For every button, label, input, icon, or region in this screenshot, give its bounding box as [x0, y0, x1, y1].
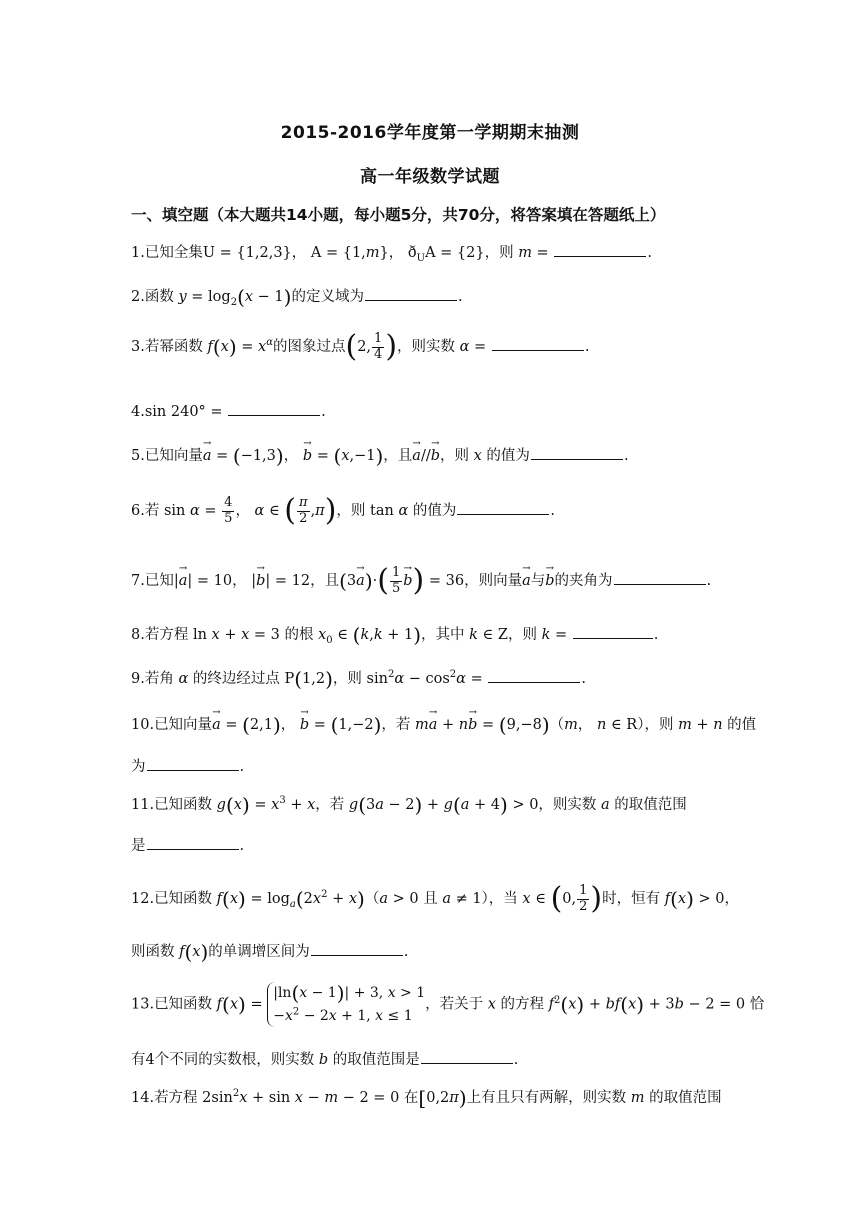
- question-number: 7.: [131, 573, 145, 589]
- question-5: 5.已知向量→ a = (−1,3)， → b = (x,−1)，且→ a//→ b，则 x 的值为 .: [131, 446, 741, 466]
- question-1: 1.已知全集U = {1,2,3}， A = {1,m}， $ð_UA = \{2\}$，则 m = .: [131, 245, 652, 264]
- question-8: 8.若方程 ln x + x = 3 的根 $x_0$ ∈ (k,k + 1)，其中 k ∈ Z，则 k = .: [131, 623, 659, 647]
- question-number: 2.: [131, 289, 145, 305]
- question-3: 3.若幂函数 $f(x) = x^\alpha$的图象过点(2, $\frac{1}{4}$ )，则实数 α = .: [131, 329, 590, 364]
- question-number: 12.: [131, 891, 155, 907]
- section-heading: 一、填空题（本大题共14小题，每小题5分，共70分，将答案填在答题纸上）: [131, 206, 666, 224]
- question-11-cont: 是 .: [131, 838, 245, 854]
- question-14: 14.若方程 $2\sin^2x + \sin x - m - 2 = 0$ 在[0,2π)上有且只有两解，则实数 m 的取值范围: [131, 1086, 722, 1110]
- exam-subtitle: 高一年级数学试题: [360, 167, 500, 187]
- question-2: 2.函数 $y = \log_2(x - 1)$的定义域为 .: [131, 285, 463, 309]
- question-9: 9.若角 α 的终边经过点 P(1,2)，则 $\sin^2\alpha - \cos^2\alpha$ = .: [131, 667, 586, 691]
- question-number: 3.: [131, 339, 145, 355]
- question-11: 11.已知函数 $g(x) = x^3 + x$，若 g(3a − 2) + g(a + 4) > 0，则实数 a 的取值范围: [131, 793, 687, 817]
- question-number: 11.: [131, 797, 155, 813]
- question-10-cont: 为 .: [131, 759, 245, 775]
- question-number: 1.: [131, 245, 145, 261]
- question-7: 7.已知|→ a| = 10， |→ b| = 12，且(3→ a)·( $\frac{1}{5}$ → b) = 36，则向量→ a与→ b的夹角为 .: [131, 566, 741, 596]
- question-13-cont: 有4个不同的实数根，则实数 b 的取值范围是 .: [131, 1052, 519, 1068]
- exam-title: 2015-2016学年度第一学期期末抽测: [280, 123, 580, 143]
- question-number: 13.: [131, 996, 155, 1013]
- question-13: 13.已知函数 f(x) = |ln(x − 1)| + 3, x > 1 $-x^2 - 2x + 1$, x ≤ 1，若关于 x 的方程 $f^2(x) + bf(x) + 3b - 2 = 0$ 恰: [131, 982, 741, 1027]
- question-number: 10.: [131, 717, 155, 733]
- question-12-cont: 则函数 f(x)的单调增区间为 .: [131, 940, 409, 964]
- question-4: 4.sin 240° = .: [131, 404, 326, 420]
- question-number: 8.: [131, 627, 145, 643]
- question-number: 14.: [131, 1090, 155, 1106]
- question-number: 5.: [131, 448, 145, 464]
- question-number: 9.: [131, 671, 145, 687]
- question-6: 6.若 sin α = $\frac{4}{5}$ ， α ∈ ( $\frac{\pi}{2}$ ,π)，则 tan α 的值为 .: [131, 493, 555, 528]
- question-10: 10.已知向量→ a = (2,1)， → b = (1,−2)，若 m→ a + n→ b = (9,−8)（m， n ∈ R），则 m + n 的值: [131, 715, 741, 735]
- question-number: 6.: [131, 503, 145, 519]
- question-12: 12.已知函数 $f(x) = \log_a(2x^2 + x)(a > 0$ 且 a ≠ 1），当 x ∈ (0, $\frac{1}{2}$ )时，恒有 f(x) > 0，: [131, 881, 740, 916]
- question-number: 4.: [131, 404, 145, 420]
